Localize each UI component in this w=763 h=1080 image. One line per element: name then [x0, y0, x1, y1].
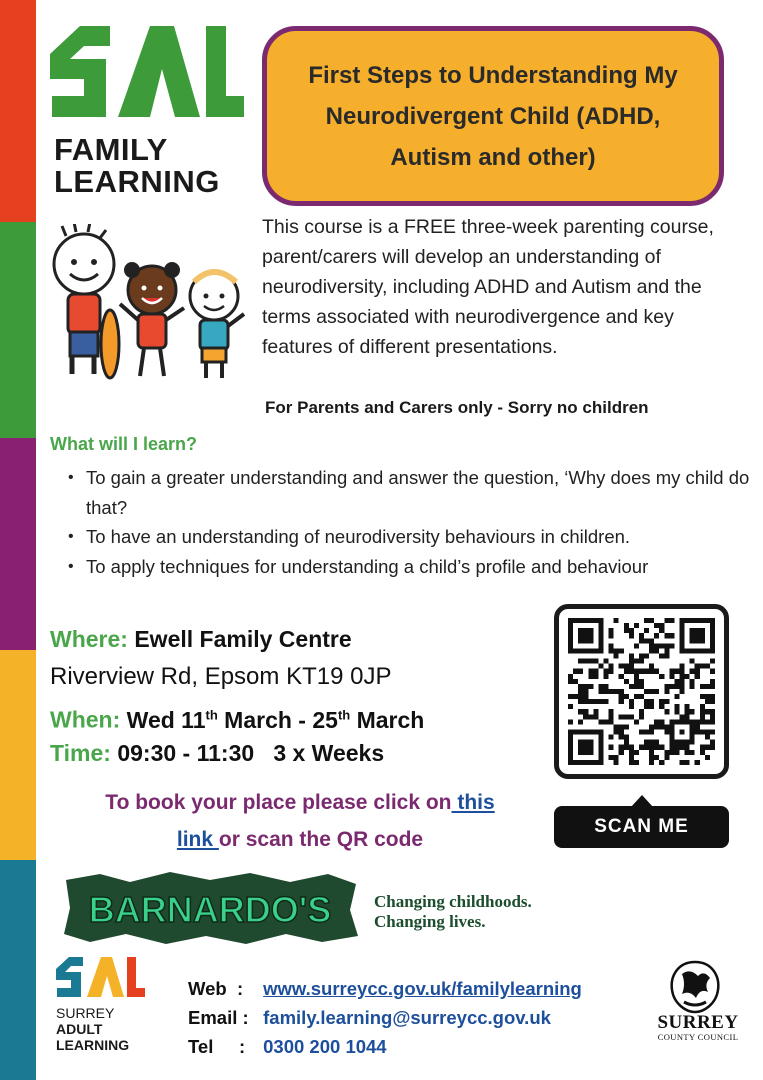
course-title: First Steps to Understanding My Neurodivergent Child (ADHD, Autism and other): [308, 61, 678, 171]
when-line: [50, 700, 424, 735]
tel-label: Tel :: [188, 1036, 246, 1057]
when-start-suffix: th: [205, 707, 218, 722]
address-line: Riverview Rd, Epsom KT19 0JP: [50, 663, 392, 690]
learning-word: LEARNING: [54, 164, 220, 199]
booking-link-link[interactable]: link: [176, 828, 219, 851]
course-title-box: [262, 26, 724, 206]
surrey-adult-learning-logo: [56, 956, 146, 998]
when-label: When:: [50, 706, 121, 733]
sal-surrey: SURREY: [56, 1005, 115, 1021]
where-value: Ewell Family Centre: [134, 626, 352, 652]
barnardos-tagline: [374, 892, 532, 932]
sal-adult: ADULT: [56, 1021, 103, 1037]
contact-email-row: [188, 1003, 582, 1032]
time-label: Time:: [50, 740, 111, 766]
scan-me-button[interactable]: SCAN ME: [554, 806, 729, 848]
sal-learning: LEARNING: [56, 1037, 130, 1053]
email-label: Email :: [188, 1007, 249, 1028]
council-subtitle: COUNTY COUNCIL: [657, 1032, 739, 1042]
sal-logo: [50, 24, 245, 119]
barnardos-wordmark: BARNARDO'S: [88, 889, 332, 930]
booking-text: [40, 784, 560, 858]
surrey-crest-icon: [664, 958, 726, 1014]
email-link[interactable]: family.learning@surreycc.gov.uk: [263, 1007, 551, 1028]
council-name: SURREY: [657, 1012, 739, 1033]
stripe-purple: [0, 438, 36, 650]
family-word: FAMILY: [54, 132, 168, 167]
barnardos-logo: [60, 870, 360, 946]
contact-web-row: [188, 974, 582, 1003]
when-end-month: March: [350, 706, 425, 733]
tagline-line-2: Changing lives.: [374, 912, 486, 931]
stripe-red: [0, 0, 36, 222]
when-middle: March - 25: [217, 706, 338, 733]
qr-code-image: [568, 618, 715, 765]
sal-small-text: [56, 1005, 129, 1053]
when-value: [127, 707, 425, 733]
booking-text-before: To book your place please click on: [105, 791, 452, 814]
contact-tel-row: [188, 1032, 582, 1061]
web-link[interactable]: www.surreycc.gov.uk/familylearning: [263, 978, 582, 999]
when-start-day: Wed 11: [126, 706, 206, 733]
web-label: Web :: [188, 978, 244, 999]
tagline-line-1: Changing childhoods.: [374, 892, 532, 911]
where-line: [50, 624, 352, 654]
audience-note: For Parents and Carers only - Sorry no children: [265, 398, 649, 417]
time-value: 09:30 - 11:30 3 x Weeks: [117, 740, 385, 766]
time-line: [50, 738, 384, 768]
learn-item: • To apply techniques for understanding a child’s profile and behaviour: [62, 552, 752, 582]
learn-item: • To have an understanding of neurodiversity behaviours in children.: [62, 522, 752, 552]
stripe-yellow: [0, 650, 36, 860]
learn-heading: What will I learn?: [50, 434, 198, 454]
family-learning-label: [54, 134, 220, 198]
learn-list: [62, 463, 752, 581]
when-end-suffix: th: [337, 707, 351, 722]
booking-text-after: or scan the QR code: [218, 828, 424, 851]
booking-link-this[interactable]: this: [451, 791, 495, 814]
learn-item: • To gain a greater understanding and answer the question, ‘Why does my child do that?: [62, 463, 752, 522]
contact-block: [188, 974, 582, 1061]
qr-code[interactable]: [554, 604, 729, 779]
course-description: This course is a FREE three-week parenting course, parent/carers will develop an understanding of neurodiversity, including ADHD and Autism and the terms associated with neurodivergence and key features of different presentations.: [262, 216, 714, 358]
where-label: Where:: [50, 626, 128, 652]
stripe-green: [0, 222, 36, 438]
tel-value: 0300 200 1044: [263, 1036, 387, 1057]
children-illustration: [44, 224, 254, 384]
stripe-teal: [0, 860, 36, 1080]
